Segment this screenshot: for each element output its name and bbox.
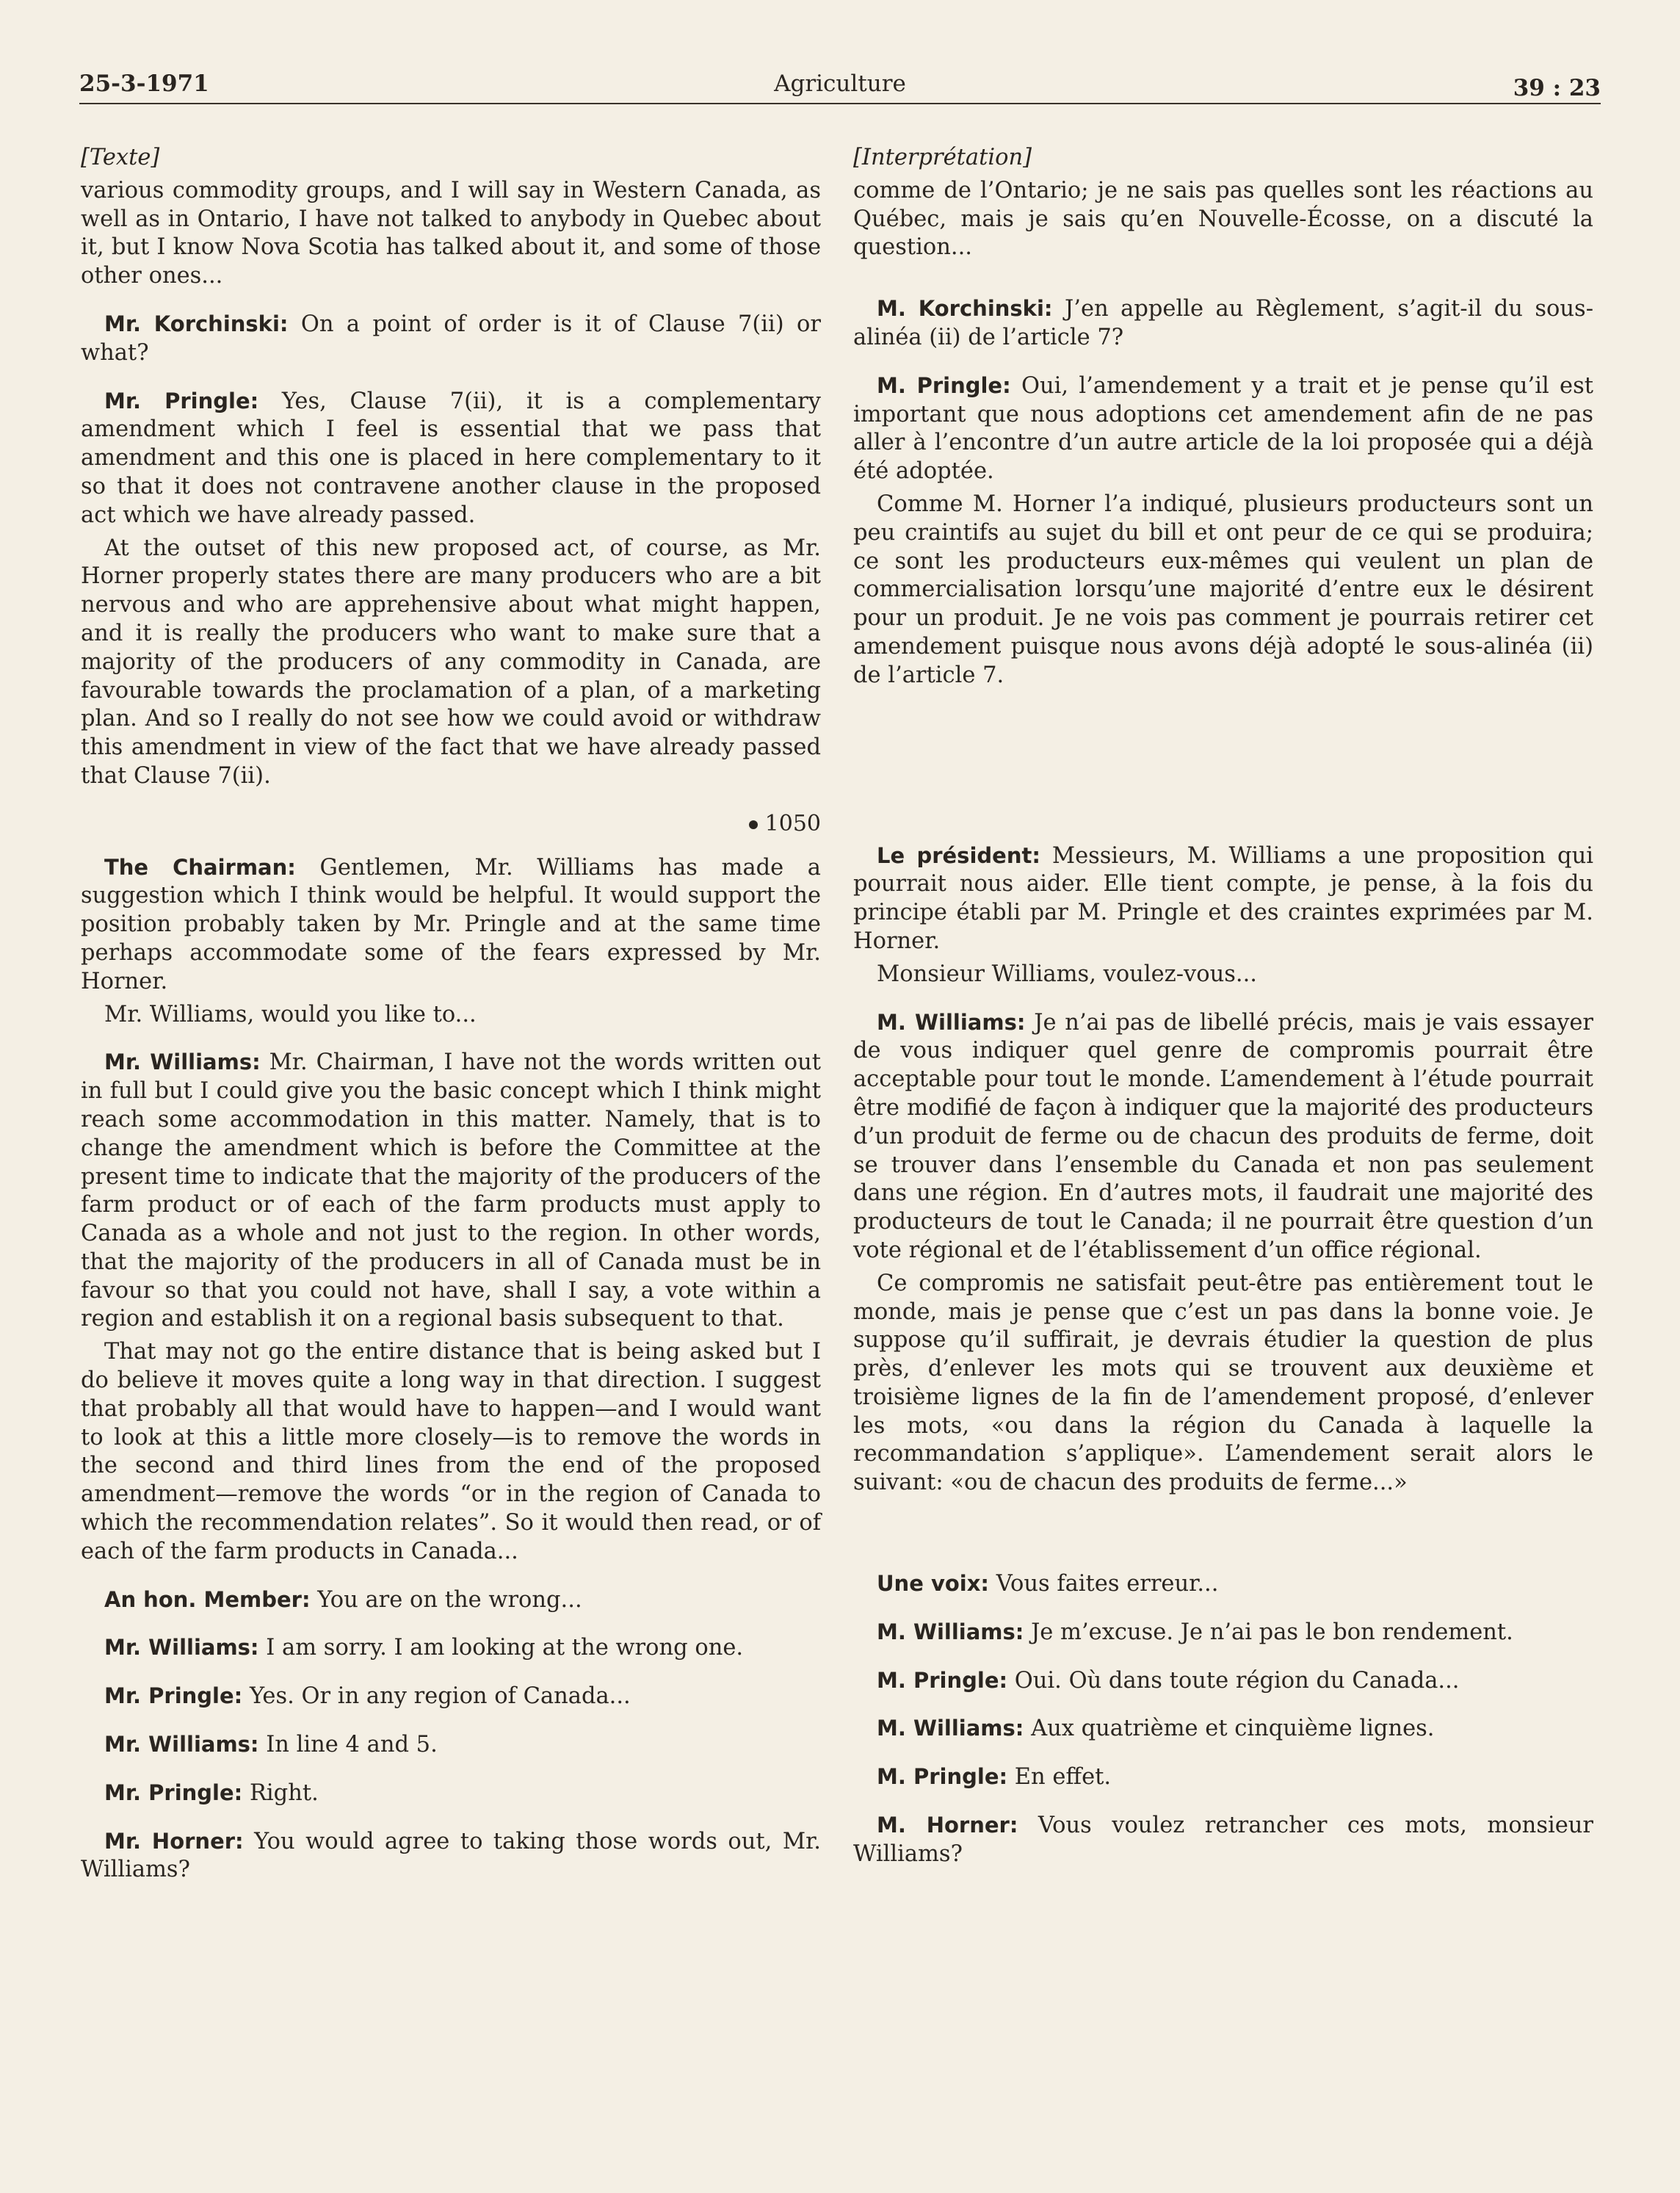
speech-continuation: Comme M. Horner l’a indiqué, plusieurs producteurs sont un peu craintifs au sujet du bill et ont peur de ce qui se produira; ce sont les producteurs eux-mêmes qui veulent un plan de commercialisation lorsqu’une majorité d’entre eux le désirent pour un produit. Je ne vois pas comment je pourrais retirer cet amendement puisque nous avons déjà adopté le sous-alinéa (ii) de l’article 7. xyxy=(853,491,1593,688)
speech-text: Oui. Où dans toute région du Canada... xyxy=(1014,1667,1460,1694)
speech-horner xyxy=(81,1827,821,1885)
speech-text: Mr. Chairman, I have not the words written out in full but I could give you the basic concept which I think might reach some accommodation in this matter. Namely, that is to change the amendment which is before the Committee at the present time to indicate that the majority of the producers of the farm product or of each of the farm products must apply to Canada as a whole and not just to the region. In other words, that the majority of the producers in all of Canada must be in favour so that you could not have, shall I say, a vote within a region and establish it on a regional basis subsequent to that. xyxy=(81,1049,821,1332)
speech-text: Vous faites erreur... xyxy=(996,1571,1219,1597)
page-number: 39 : 23 xyxy=(1513,75,1601,101)
speech-text: I am sorry. I am looking at the wrong one. xyxy=(266,1635,744,1661)
speech-williams xyxy=(81,1633,821,1663)
running-title: Agriculture xyxy=(774,71,906,97)
speech-williams xyxy=(81,1730,821,1760)
speaker-name: M. Pringle: xyxy=(877,1667,1008,1693)
speech-text: On a point of order is it of Clause 7(ii) or what? xyxy=(81,311,821,366)
speech-text: Oui, l’amendement y a trait et je pense qu’il est important que nous adoptions cet amendement afin de ne pas aller à l’encontre d’un autre article de la loi proposée qui a déjà été adoptée. xyxy=(853,372,1594,485)
time-value: 1050 xyxy=(764,810,821,837)
speech-text: Gentlemen, Mr. Williams has made a suggestion which I think would be helpful. It would support the position probably taken by Mr. Pringle and at the same time perhaps accommodate some of the fears expressed by Mr. Horner. xyxy=(81,854,821,994)
speech-pringle xyxy=(853,1763,1593,1792)
speech-williams xyxy=(853,1008,1593,1265)
speech-text: Yes, Clause 7(ii), it is a complementary amendment which I feel is essential that we pass that amendment and this one is placed in here complementary to it so that it does not contravene another clause in the proposed act which we have already passed. xyxy=(81,388,821,528)
speech-williams xyxy=(853,1714,1593,1744)
language-marker: [Texte] xyxy=(81,145,160,170)
speaker-name: Mr. Williams: xyxy=(104,1732,259,1757)
speaker-name: Mr. Pringle: xyxy=(104,1683,243,1709)
speech-text: J’en appelle au Règlement, s’agit-il du sous-alinéa (ii) de l’article 7? xyxy=(853,296,1594,350)
speech-member xyxy=(853,1569,1593,1599)
speaker-name: M. Horner: xyxy=(877,1813,1018,1838)
speech-williams xyxy=(853,1618,1593,1647)
speaker-name: Mr. Pringle: xyxy=(104,1780,243,1805)
page-date: 25-3-1971 xyxy=(79,71,209,97)
speaker-name: M. Pringle: xyxy=(877,372,1011,398)
speech-pringle xyxy=(853,1666,1593,1696)
speaker-name: M. Williams: xyxy=(877,1619,1024,1644)
speech-continuation: Ce compromis ne satisfait peut-être pas entièrement tout le monde, mais je pense que c’est un pas dans la bonne voie. Je suppose qu’il suffirait, je devrais étudier la question de plus près, d’enlever les mots qui se trouvent aux deuxième et troisième lignes de la fin de l’amendement proposé, d’enlever les mots, «ou dans la région du Canada à laquelle la recommandation s’applique». L’amendement serait alors le suivant: «ou de chacun des produits de ferme...» xyxy=(853,1270,1593,1496)
speech-continuation: That may not go the entire distance that is being asked but I do believe it moves quite a long way in that direction. I suggest that probably all that would have to happen—and I would want to look at this a little more closely—is to remove the words in the second and third lines from the end of the proposed amendment—remove the words “or in the region of Canada to which the recommendation relates”. So it would then read, or of each of the farm products in Canada... xyxy=(81,1339,821,1564)
speech-pringle xyxy=(81,387,821,530)
speaker-name: Mr. Korchinski: xyxy=(104,311,289,336)
time-marker xyxy=(81,810,821,839)
speech-text: Yes. Or in any region of Canada... xyxy=(249,1683,631,1710)
speech-korchinski xyxy=(81,310,821,368)
speech-text: Je n’ai pas de libellé précis, mais je vais essayer de vous indiquer quel genre de compromis pourrait être acceptable pour tout le monde. L’amendement à l’étude pourrait être modifié de façon à indiquer que la majorité des producteurs d’un produit de ferme ou de chacun des produits de ferme, doit se trouver dans l’ensemble du Canada et non pas seulement dans une région. En d’autres mots, il faudrait une majorité des producteurs de tout le Canada; il ne pourrait être question d’un vote régional et de l’établissement d’un office régional. xyxy=(853,1009,1593,1263)
speech-pringle xyxy=(853,372,1593,486)
speech-text: Right. xyxy=(249,1780,319,1806)
speaker-name: An hon. Member: xyxy=(104,1586,311,1612)
speaker-name: The Chairman: xyxy=(104,854,296,880)
speech-chairman xyxy=(81,853,821,997)
bullet-icon xyxy=(749,820,758,829)
speech-pringle xyxy=(81,1779,821,1808)
speaker-name: Mr. Pringle: xyxy=(104,388,259,413)
page-header xyxy=(79,68,1601,104)
speaker-name: Une voix: xyxy=(877,1571,990,1597)
speech-horner xyxy=(853,1811,1593,1869)
speech-text: Vous voulez retrancher ces mots, monsieur Williams? xyxy=(853,1813,1594,1867)
speaker-name: M. Williams: xyxy=(877,1009,1026,1035)
speaker-name: Mr. Williams: xyxy=(104,1049,261,1075)
speech-chairman xyxy=(853,842,1593,956)
continued-paragraph: various commodity groups, and I will say in Western Canada, as well as in Ontario, I have not talked to anybody in Quebec about it, but I know Nova Scotia has talked about it, and some of those other ones... xyxy=(81,177,821,289)
speech-text: En effet. xyxy=(1014,1764,1112,1791)
speech-text: In line 4 and 5. xyxy=(266,1732,438,1758)
speech-continuation: At the outset of this new proposed act, of course, as Mr. Horner properly states there are many producers who are a bit nervous and who are apprehensive about what might happen, and it is really the producers who want to make sure that a majority of the producers of any commodity in Canada, are favourable towards the proclamation of a plan, of a marketing plan. And so I really do not see how we could avoid or withdraw this amendment in view of the fact that we have already passed that Clause 7(ii). xyxy=(81,535,821,789)
speaker-name: Mr. Williams: xyxy=(104,1635,259,1661)
speaker-name: Le président: xyxy=(877,842,1040,868)
speaker-name: M. Korchinski: xyxy=(877,296,1053,322)
speaker-name: Mr. Horner: xyxy=(104,1828,244,1854)
language-marker: [Interprétation] xyxy=(853,145,1032,170)
speaker-name: M. Pringle: xyxy=(877,1764,1008,1790)
speech-member xyxy=(81,1586,821,1615)
speaker-name: M. Williams: xyxy=(877,1716,1024,1741)
speech-williams xyxy=(81,1048,821,1334)
speech-text: You would agree to taking those words out, Mr. Williams? xyxy=(81,1828,821,1883)
speech-text: Aux quatrième et cinquième lignes. xyxy=(1031,1716,1435,1742)
continued-paragraph: comme de l’Ontario; je ne sais pas quelles sont les réactions au Québec, mais je sais qu’en Nouvelle-Écosse, on a discuté la question... xyxy=(853,177,1593,261)
speech-korchinski xyxy=(853,295,1593,353)
speech-text: Messieurs, M. Williams a une proposition qui pourrait nous aider. Elle tient compte, je pense, à la fois du principe établi par M. Pringle et des craintes exprimées par M. Horner. xyxy=(853,842,1593,954)
speech-continuation: Mr. Williams, would you like to... xyxy=(104,1001,477,1027)
speech-text: Je m’excuse. Je n’ai pas le bon rendement. xyxy=(1031,1619,1513,1645)
speech-continuation: Monsieur Williams, voulez-vous... xyxy=(877,961,1257,987)
french-column xyxy=(853,144,1593,1888)
speech-text: You are on the wrong... xyxy=(317,1586,582,1613)
english-column xyxy=(81,144,821,1904)
speech-pringle xyxy=(81,1682,821,1711)
